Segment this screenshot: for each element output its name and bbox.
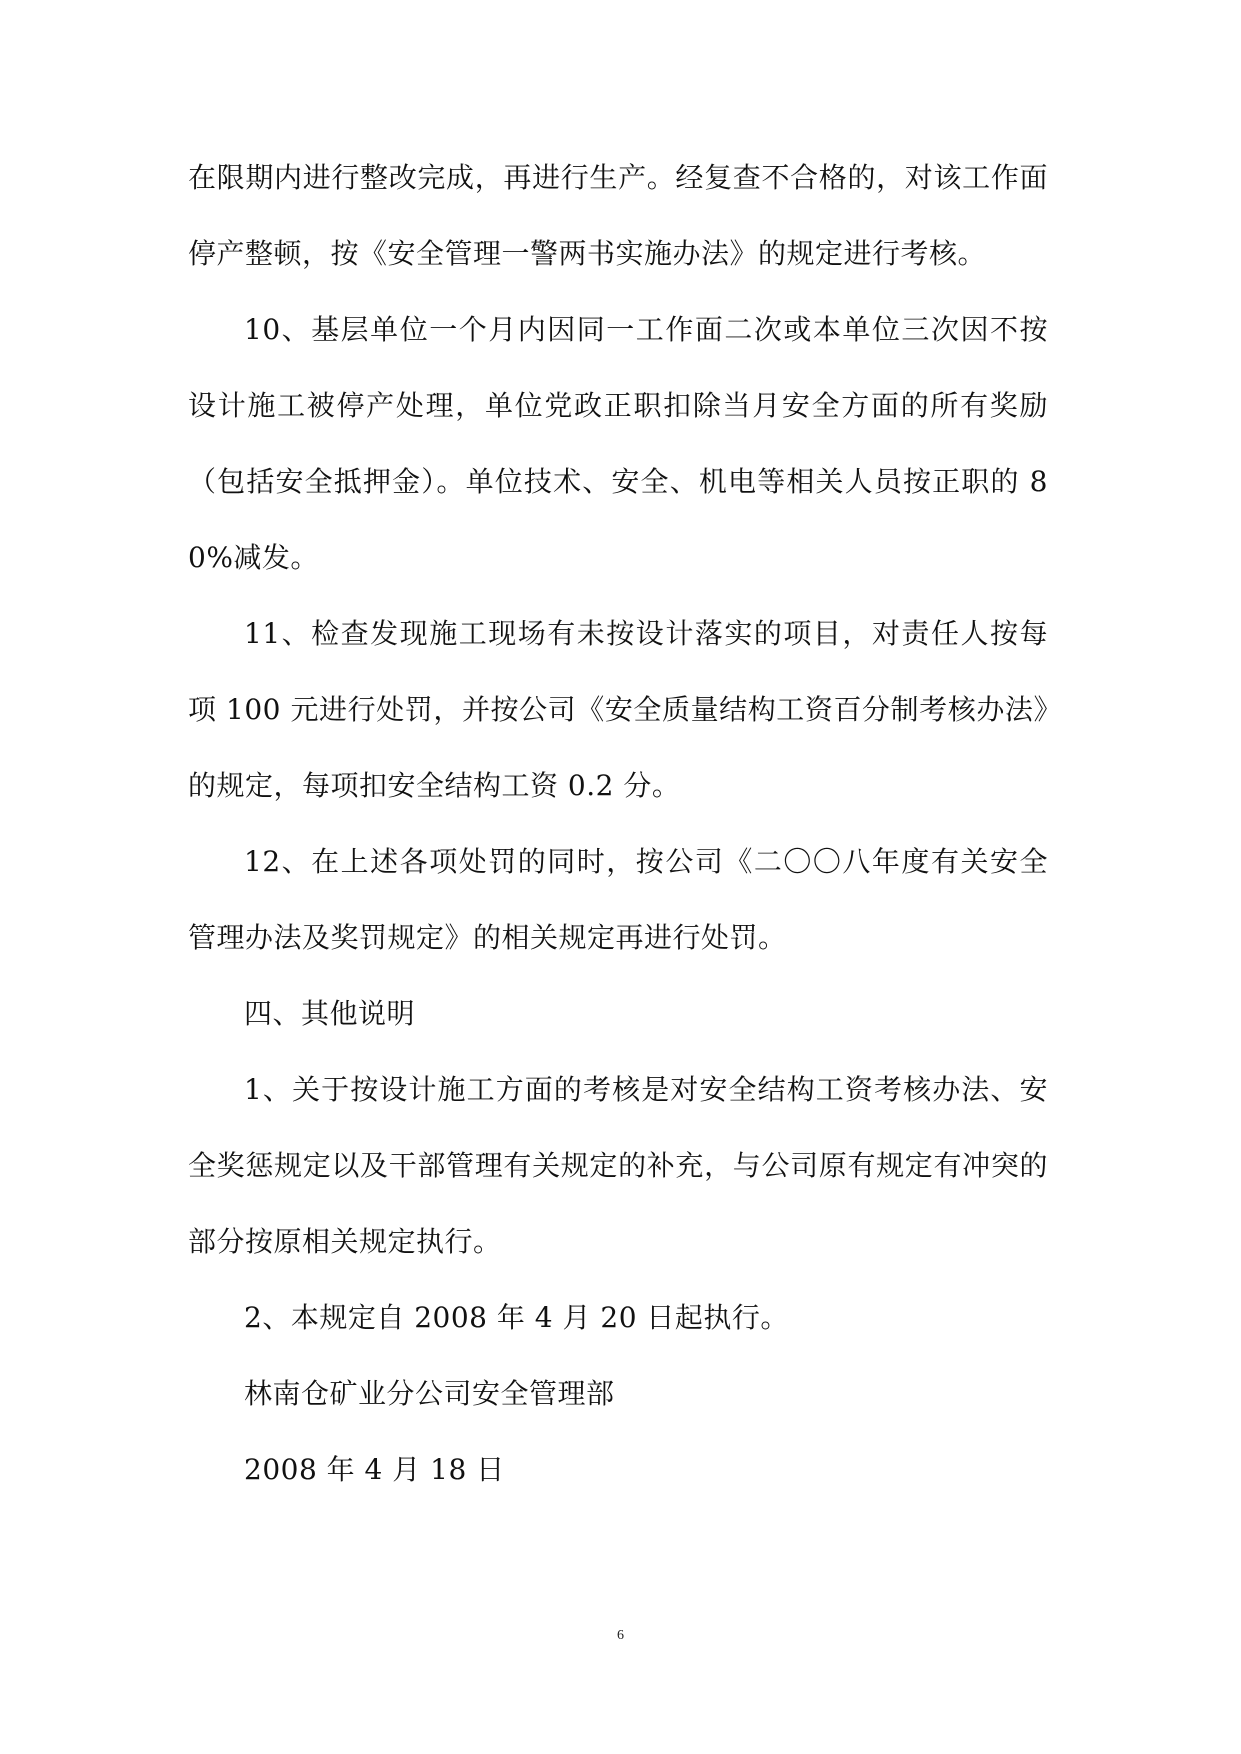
paragraph-note-1: 1、关于按设计施工方面的考核是对安全结构工资考核办法、安全奖惩规定以及干部管理有关规定的补充，与公司原有规定有冲突的部分按原相关规定执行。 bbox=[188, 1073, 1048, 1258]
paragraph-item-10: 10、基层单位一个月内因同一工作面二次或本单位三次因不按设计施工被停产处理，单位党政正职扣除当月安全方面的所有奖励（包括安全抵押金）。单位技术、安全、机电等相关人员按正职的 80%减发。 bbox=[188, 313, 1048, 574]
page-number: 6 bbox=[617, 1628, 624, 1643]
issuer-signature: 林南仓矿业分公司安全管理部 bbox=[244, 1377, 615, 1410]
paragraph-note-2: 2、本规定自 2008 年 4 月 20 日起执行。 bbox=[244, 1301, 789, 1334]
issue-date: 2008 年 4 月 18 日 bbox=[244, 1453, 505, 1486]
paragraph-item-11: 11、检查发现施工现场有未按设计落实的项目，对责任人按每项 100 元进行处罚，并按公司《安全质量结构工资百分制考核办法》的规定，每项扣安全结构工资 0.2 分。 bbox=[188, 617, 1048, 802]
section-heading-other-notes: 四、其他说明 bbox=[244, 997, 416, 1030]
paragraph-continuation: 在限期内进行整改完成，再进行生产。经复查不合格的，对该工作面停产整顿，按《安全管理一警两书实施办法》的规定进行考核。 bbox=[188, 161, 1048, 270]
paragraph-item-12: 12、在上述各项处罚的同时，按公司《二〇〇八年度有关安全管理办法及奖罚规定》的相关规定再进行处罚。 bbox=[188, 845, 1048, 954]
document-body bbox=[188, 140, 1048, 1508]
